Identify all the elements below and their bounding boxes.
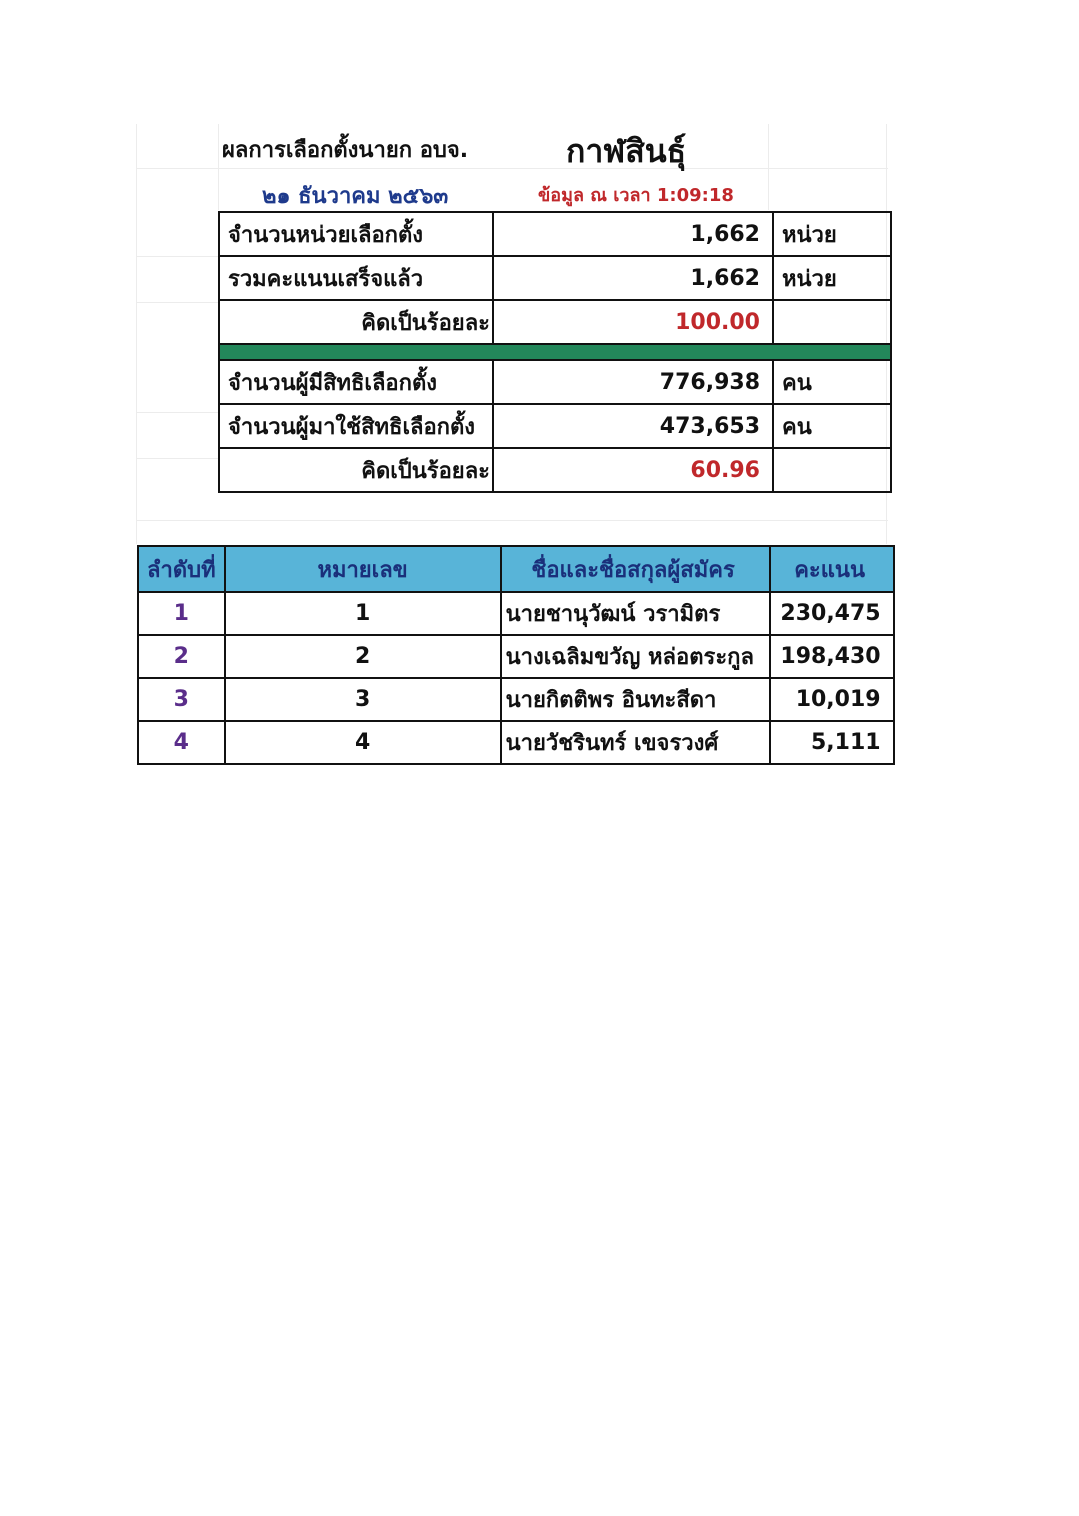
units-percent-label: คิดเป็นร้อยละ xyxy=(219,300,493,344)
province-name: กาฬสินธุ์ xyxy=(566,132,687,170)
candidates-header-row xyxy=(138,546,894,592)
counted-units-row xyxy=(219,256,891,300)
stats-table xyxy=(218,211,892,493)
votes-cell: 10,019 xyxy=(770,678,894,721)
grid-line xyxy=(136,458,218,459)
name-cell: นายวัชรินทร์ เขจรวงศ์ xyxy=(501,721,770,764)
counted-units-label: รวมคะแนนเสร็จแล้ว xyxy=(219,256,493,300)
name-cell: นายกิตติพร อินทะสีดา xyxy=(501,678,770,721)
votes-cell: 198,430 xyxy=(770,635,894,678)
number-cell: 2 xyxy=(225,635,501,678)
turnout-row xyxy=(219,404,891,448)
eligible-voters-label: จำนวนผู้มีสิทธิเลือกตั้ง xyxy=(219,360,493,404)
table-row xyxy=(138,635,894,678)
col-header-rank: ลำดับที่ xyxy=(138,546,225,592)
turnout-value: 473,653 xyxy=(493,404,773,448)
number-cell: 4 xyxy=(225,721,501,764)
units-percent-row xyxy=(219,300,891,344)
votes-cell: 230,475 xyxy=(770,592,894,635)
rank-cell: 4 xyxy=(138,721,225,764)
total-units-row xyxy=(219,212,891,256)
counted-units-unit: หน่วย xyxy=(773,256,891,300)
units-percent-value: 100.00 xyxy=(493,300,773,344)
grid-line xyxy=(136,302,218,303)
col-header-votes: คะแนน xyxy=(770,546,894,592)
grid-line xyxy=(218,124,219,210)
empty-cell xyxy=(773,448,891,492)
grid-line xyxy=(768,124,769,210)
votes-cell: 5,111 xyxy=(770,721,894,764)
eligible-voters-unit: คน xyxy=(773,360,891,404)
rank-cell: 1 xyxy=(138,592,225,635)
turnout-unit: คน xyxy=(773,404,891,448)
number-cell: 3 xyxy=(225,678,501,721)
turnout-percent-value: 60.96 xyxy=(493,448,773,492)
total-units-value: 1,662 xyxy=(493,212,773,256)
rank-cell: 2 xyxy=(138,635,225,678)
counted-units-value: 1,662 xyxy=(493,256,773,300)
grid-line xyxy=(136,124,137,544)
green-divider-cell xyxy=(219,344,891,360)
green-divider xyxy=(219,344,891,360)
col-header-number: หมายเลข xyxy=(225,546,501,592)
turnout-percent-label: คิดเป็นร้อยละ xyxy=(219,448,493,492)
report-date: ๒๑ ธันวาคม ๒๕๖๓ xyxy=(262,184,449,209)
name-cell: นายชานุวัฒน์ วรามิตร xyxy=(501,592,770,635)
table-row xyxy=(138,721,894,764)
col-header-name: ชื่อและชื่อสกุลผู้สมัคร xyxy=(501,546,770,592)
total-units-label: จำนวนหน่วยเลือกตั้ง xyxy=(219,212,493,256)
report-title: ผลการเลือกตั้งนายก อบจ. xyxy=(222,138,469,163)
candidates-table xyxy=(137,545,895,765)
total-units-unit: หน่วย xyxy=(773,212,891,256)
table-row xyxy=(138,678,894,721)
table-row xyxy=(138,592,894,635)
grid-line xyxy=(136,412,218,413)
empty-cell xyxy=(773,300,891,344)
eligible-voters-value: 776,938 xyxy=(493,360,773,404)
data-timestamp: ข้อมูล ณ เวลา 1:09:18 xyxy=(538,185,734,206)
grid-line xyxy=(136,520,888,521)
grid-line xyxy=(136,168,888,169)
rank-cell: 3 xyxy=(138,678,225,721)
turnout-percent-row xyxy=(219,448,891,492)
eligible-voters-row xyxy=(219,360,891,404)
number-cell: 1 xyxy=(225,592,501,635)
name-cell: นางเฉลิมขวัญ หล่อตระกูล xyxy=(501,635,770,678)
grid-line xyxy=(136,256,218,257)
turnout-label: จำนวนผู้มาใช้สิทธิเลือกตั้ง xyxy=(219,404,493,448)
